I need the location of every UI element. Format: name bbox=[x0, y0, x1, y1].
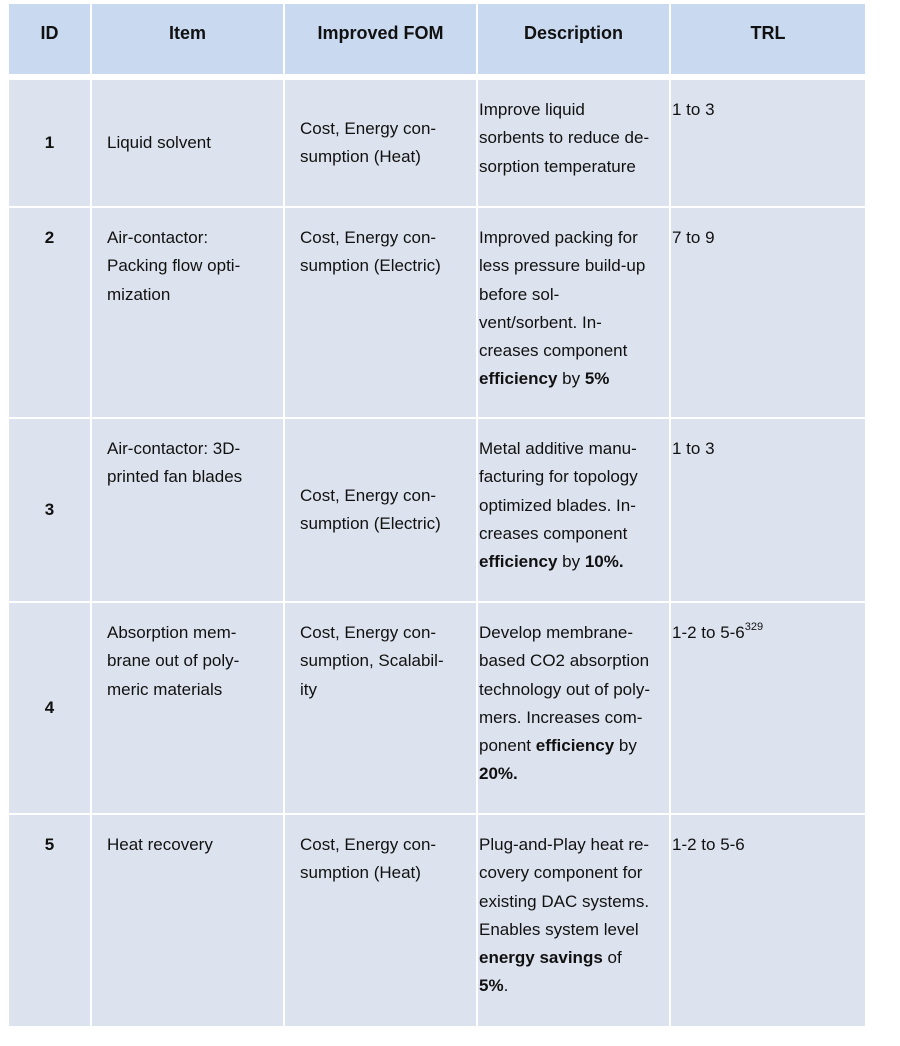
row-item: Liquid solvent bbox=[107, 132, 211, 152]
cell-improved-fom bbox=[285, 815, 478, 1026]
cell-description bbox=[478, 208, 671, 417]
cell-id bbox=[9, 208, 92, 417]
header-trl: TRL bbox=[671, 4, 865, 74]
description-text: Develop membrane- based CO2 absorption technology out of poly- mers. Increases com- ponent bbox=[479, 623, 651, 756]
cell-improved-fom bbox=[285, 419, 478, 601]
description-emphasis: energy savings bbox=[479, 948, 603, 968]
row-item: Heat recovery bbox=[107, 835, 213, 854]
table-row bbox=[9, 419, 865, 603]
cell-item bbox=[92, 208, 285, 417]
row-trl bbox=[671, 619, 865, 647]
description-text: Plug-and-Play heat re- covery component for existing DAC systems. Enables system level bbox=[479, 835, 650, 939]
row-item: Air-contactor: 3D- printed fan blades bbox=[107, 439, 243, 487]
table-row bbox=[9, 815, 865, 1028]
cell-trl bbox=[671, 419, 865, 601]
cell-id bbox=[9, 603, 92, 813]
row-trl bbox=[671, 435, 865, 463]
row-id: 3 bbox=[44, 499, 55, 519]
cell-id bbox=[9, 815, 92, 1026]
trl-value: 1-2 to 5-6 bbox=[672, 623, 745, 642]
row-id: 2 bbox=[44, 228, 55, 247]
description-text: Improve liquid sorbents to reduce de- sorption temperature bbox=[479, 100, 650, 176]
cell-improved-fom bbox=[285, 208, 478, 417]
header-id: ID bbox=[9, 4, 92, 74]
fom-improvement-table bbox=[9, 4, 865, 1028]
description-text: of bbox=[607, 948, 622, 968]
cell-improved-fom bbox=[285, 80, 478, 206]
trl-value: 1-2 to 5-6 bbox=[672, 835, 745, 854]
description-text: by bbox=[618, 736, 637, 756]
description-emphasis: efficiency bbox=[479, 369, 558, 389]
description-emphasis: 10%. bbox=[584, 552, 624, 572]
table-row bbox=[9, 603, 865, 815]
description-text: by bbox=[557, 369, 585, 389]
cell-item bbox=[92, 80, 285, 206]
cell-trl bbox=[671, 603, 865, 813]
header-item: Item bbox=[92, 4, 285, 74]
description-text: Metal additive manu- facturing for topology optimized blades. In- creases component bbox=[479, 439, 638, 543]
row-trl bbox=[671, 224, 865, 252]
row-improved-fom: Cost, Energy con- sumption, Scalabil- ity bbox=[300, 623, 444, 699]
row-description bbox=[478, 224, 669, 394]
row-improved-fom: Cost, Energy con- sumption (Electric) bbox=[300, 228, 441, 276]
row-id: 4 bbox=[44, 697, 55, 717]
table-row bbox=[9, 208, 865, 419]
row-description bbox=[478, 435, 669, 576]
cell-description bbox=[478, 815, 671, 1026]
table-row bbox=[9, 80, 865, 208]
trl-value: 1 to 3 bbox=[672, 439, 715, 458]
footnote-reference[interactable]: 329 bbox=[744, 621, 764, 634]
cell-id bbox=[9, 419, 92, 601]
cell-improved-fom bbox=[285, 603, 478, 813]
table-header-row bbox=[9, 4, 865, 74]
trl-value: 7 to 9 bbox=[672, 228, 715, 247]
description-emphasis: efficiency bbox=[535, 736, 615, 756]
row-trl bbox=[671, 831, 865, 859]
table-body bbox=[9, 80, 865, 1028]
row-item: Absorption mem- brane out of poly- meric materials bbox=[107, 623, 240, 699]
trl-value: 1 to 3 bbox=[672, 100, 715, 119]
cell-trl bbox=[671, 80, 865, 206]
cell-item bbox=[92, 419, 285, 601]
header-improved-fom: Improved FOM bbox=[285, 4, 478, 74]
description-emphasis: 5% bbox=[479, 976, 504, 996]
description-text: Improved packing for less pressure build-up before sol- vent/sorbent. In- creases component bbox=[479, 228, 646, 361]
description-emphasis: 5% bbox=[584, 369, 610, 389]
description-emphasis: 20%. bbox=[479, 764, 518, 784]
row-item: Air-contactor: Packing flow opti- mization bbox=[107, 228, 241, 304]
row-improved-fom: Cost, Energy con- sumption (Heat) bbox=[300, 118, 437, 166]
cell-description bbox=[478, 603, 671, 813]
row-description bbox=[478, 831, 669, 1001]
row-trl bbox=[671, 96, 865, 124]
row-description bbox=[478, 619, 669, 789]
cell-id bbox=[9, 80, 92, 206]
row-id: 5 bbox=[44, 835, 55, 854]
cell-description bbox=[478, 80, 671, 206]
cell-item bbox=[92, 815, 285, 1026]
row-id: 1 bbox=[44, 132, 55, 152]
description-emphasis: efficiency bbox=[479, 552, 558, 572]
description-text: by bbox=[557, 552, 585, 572]
row-improved-fom: Cost, Energy con- sumption (Electric) bbox=[300, 485, 441, 533]
description-text: . bbox=[503, 976, 509, 996]
cell-description bbox=[478, 419, 671, 601]
header-description: Description bbox=[478, 4, 671, 74]
cell-item bbox=[92, 603, 285, 813]
row-improved-fom: Cost, Energy con- sumption (Heat) bbox=[300, 835, 437, 883]
cell-trl bbox=[671, 815, 865, 1026]
cell-trl bbox=[671, 208, 865, 417]
row-description bbox=[478, 96, 669, 181]
